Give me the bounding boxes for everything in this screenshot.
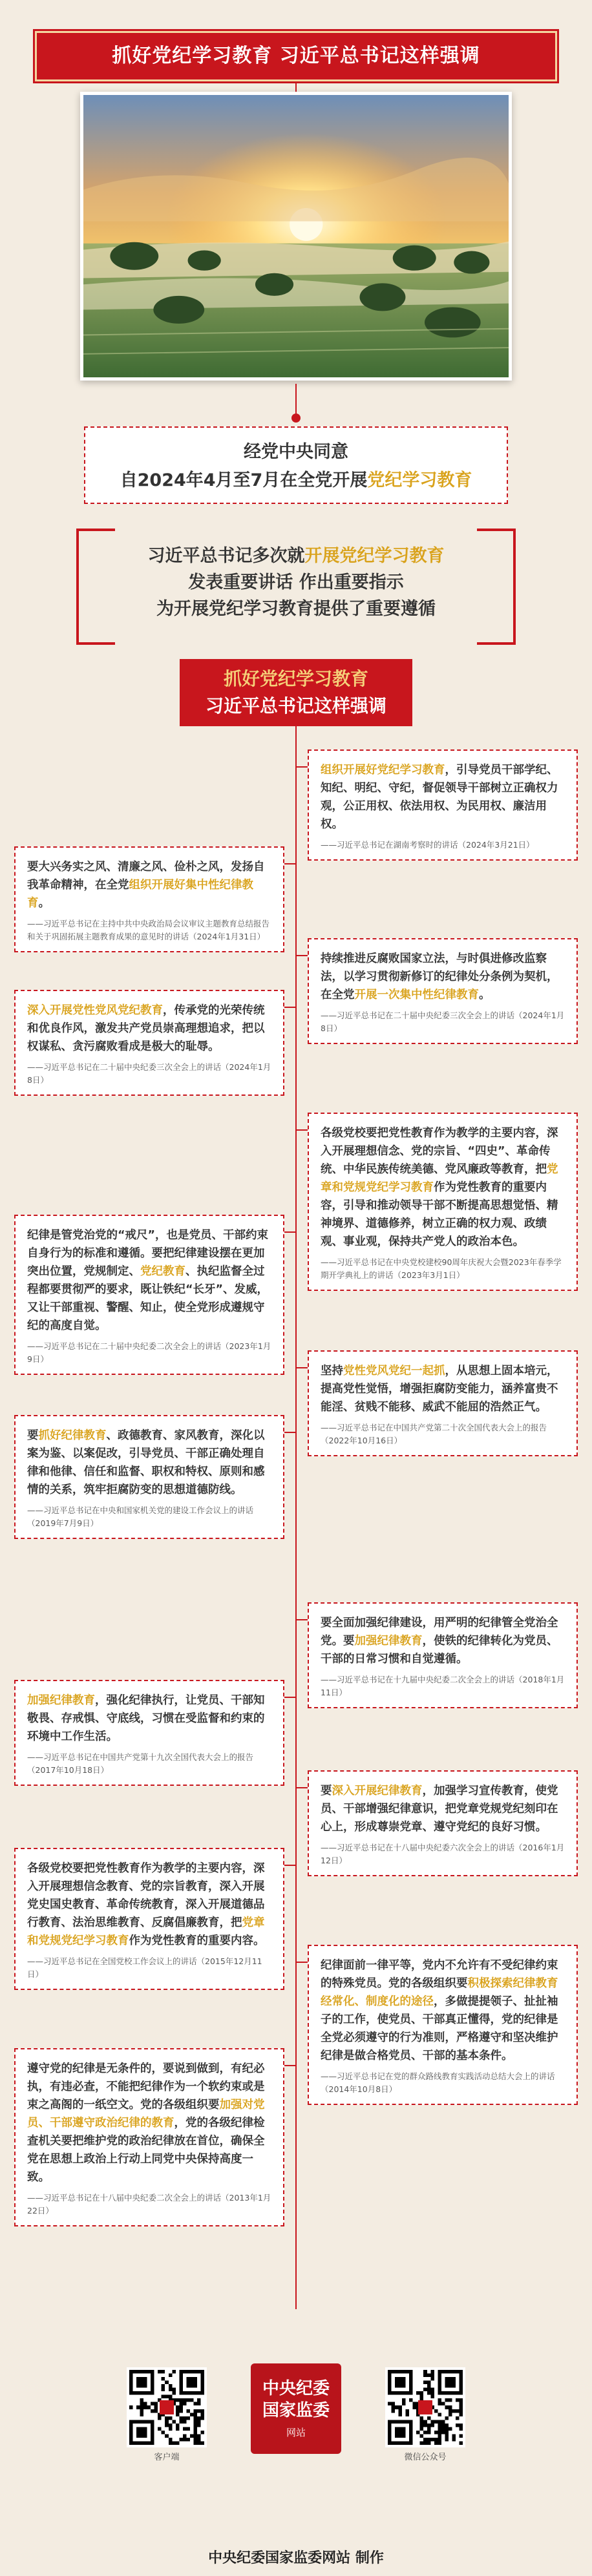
card-text: ，党的各级纪律检查机关要把维护党的政治纪律放在首位，确保全党在思想上政治上行动上同党中央保持高度一致。	[27, 2117, 265, 2184]
card-highlight: 组织开展好党纪学习教育	[321, 764, 445, 777]
card-text: ，从思想上固本培元，提高党性觉悟，增强拒腐防变能力，涵养富贵不能淫、贫贱不能移、威武不能屈的浩然正气。	[321, 1365, 558, 1414]
card-source: —— 习近平总书记在二十届中央纪委三次全会上的讲话（2024年1月8日）	[321, 1009, 565, 1035]
card-text: 。	[479, 989, 491, 1001]
timeline-spine	[295, 726, 297, 2309]
card-text: ，加强学习宣传教育，使党员、干部增强纪律意识，把党章党规党纪刻印在心上，形成尊崇党章、遵守党纪的良好习惯。	[321, 1785, 558, 1834]
speech-line-2: 发表重要讲话 作出重要指示	[188, 572, 404, 592]
qr-caption-wechat: 微信公众号	[404, 2453, 447, 2462]
card-connector	[296, 1367, 308, 1368]
card-highlight: 党章和党规党纪学习教育	[321, 1163, 558, 1194]
connector-dot	[291, 414, 301, 423]
card-source: —— 习近平总书记在全国党校工作会议上的讲话（2015年12月11日）	[27, 1955, 271, 1981]
page-title: 抓好党纪学习教育 习近平总书记这样强调	[35, 31, 557, 81]
card-highlight: 深入开展党性党风党纪教育	[27, 1004, 163, 1017]
logo-text-3: 网站	[286, 2427, 306, 2438]
timeline-card	[14, 1848, 284, 1990]
card-highlight: 深入开展纪律教育	[332, 1785, 423, 1797]
card-connector	[284, 2065, 296, 2066]
card-highlight: 开展一次集中性纪律教育	[354, 989, 479, 1001]
card-text: 纪律面前一律平等，党内不允许有不受纪律约束的特殊党员。党的各级组织要	[321, 1959, 558, 1990]
card-highlight: 党纪教育	[140, 1265, 185, 1278]
section-title: 抓好党纪学习教育	[223, 668, 368, 689]
timeline-card	[308, 1945, 578, 2105]
notice-box	[84, 426, 508, 504]
speech-highlight: 开展党纪学习教育	[304, 546, 445, 566]
timeline-card	[14, 1215, 284, 1375]
card-text: ，传承党的光荣传统和优良作风，激发共产党员崇高理想追求，把以权谋私、贪污腐败看成是极大的耻辱。	[27, 1004, 265, 1053]
card-text: 坚持	[321, 1365, 343, 1377]
speech-box	[76, 529, 516, 645]
card-connector	[284, 1865, 296, 1866]
card-text: ，使铁的纪律转化为党员、干部的日常习惯和自觉遵循。	[321, 1635, 558, 1666]
card-text: 遵守党的纪律是无条件的，要说到做到，有纪必执，有违必查，不能把纪律作为一个软约束或是束之高阁的一纸空文。党的各级组织要	[27, 2062, 265, 2111]
timeline-card	[308, 1602, 578, 1708]
speech-line-3: 为开展党纪学习教育提供了重要遵循	[156, 599, 436, 619]
speech-line-1	[76, 543, 516, 569]
card-highlight: 组织开展好集中性纪律教育	[27, 879, 253, 910]
card-body	[321, 1782, 565, 1836]
hero-image	[80, 92, 512, 381]
card-body	[321, 1956, 565, 2065]
logo-text-2: 国家监委	[262, 2401, 330, 2420]
footer	[0, 2339, 592, 2576]
card-highlight: 抓好纪律教育	[38, 1429, 107, 1442]
card-source: —— 习近平总书记在中央和国家机关党的建设工作会议上的讲话（2019年7月9日）	[27, 1504, 271, 1530]
card-text: 持续推进反腐败国家立法，与时俱进修改监察法，以学习贯彻新修订的纪律处分条例为契机，在全党	[321, 952, 558, 1001]
card-source: —— 习近平总书记在中国共产党第二十次全国代表大会上的报告（2022年10月16日）	[321, 1421, 565, 1447]
card-connector	[296, 1962, 308, 1963]
card-connector	[284, 1007, 296, 1008]
connector-line	[295, 384, 297, 417]
timeline-card	[308, 1113, 578, 1291]
card-connector	[284, 1697, 296, 1698]
card-body	[321, 1362, 565, 1416]
section-header	[180, 659, 412, 726]
card-source: —— 习近平总书记在中国共产党第十九次全国代表大会上的报告（2017年10月18日）	[27, 1751, 271, 1777]
card-body	[321, 1614, 565, 1668]
card-source: —— 习近平总书记在十九届中央纪委二次全会上的讲话（2018年1月11日）	[321, 1673, 565, 1699]
card-body	[27, 1226, 271, 1335]
card-text: ，强化纪律执行，让党员、干部知敬畏、存戒惧、守底线，习惯在受监督和约束的环境中工作生活。	[27, 1694, 265, 1743]
timeline-card	[14, 846, 284, 952]
qr-code-wechat[interactable]	[385, 2367, 465, 2447]
card-highlight: 加强纪律教育	[27, 1694, 95, 1707]
card-text: 要	[321, 1785, 332, 1797]
card-connector	[284, 863, 296, 864]
notice-highlight: 党纪学习教育	[367, 470, 472, 490]
bracket-right	[477, 529, 516, 645]
card-text: ，多做提提领子、扯扯袖子的工作，使党员、干部真正懂得，党的纪律是全党必须遵守的行为准则，严格遵守和坚决维护纪律是做合格党员、干部的基本条件。	[321, 1995, 558, 2062]
timeline-card	[14, 1680, 284, 1786]
logo-text-1: 中央纪委	[262, 2379, 330, 2398]
timeline-card	[308, 1350, 578, 1456]
card-text: 、执纪监督全过程都要贯彻严的要求，既让铁纪“长牙”、发威，又让干部重视、警醒、知止，使全党形成遵规守纪的高度自觉。	[27, 1265, 269, 1332]
card-source: —— 习近平总书记在十八届中央纪委二次全会上的讲话（2013年1月22日）	[27, 2192, 271, 2217]
card-body	[27, 858, 271, 912]
card-text: 各级党校要把党性教育作为教学的主要内容，深入开展理想信念教育、党的宗旨教育，深入开展党史国史教育、革命传统教育，深入开展道德品行教育、法治思维教育、反腐倡廉教育，把	[27, 1862, 265, 1929]
notice-line-1: 经党中央同意	[244, 442, 348, 462]
card-source: —— 习近平总书记在湖南考察时的讲话（2024年3月21日）	[321, 839, 565, 852]
card-source: —— 习近平总书记在党的群众路线教育实践活动总结大会上的讲话（2014年10月8日）	[321, 2070, 565, 2096]
card-body	[321, 761, 565, 833]
card-source: —— 习近平总书记在十八届中央纪委六次全会上的讲话（2016年1月12日）	[321, 1841, 565, 1867]
card-connector	[296, 955, 308, 956]
card-text: 。	[38, 897, 50, 910]
card-text: ，引导党员干部学纪、知纪、明纪、守纪，督促领导干部树立正确权力观，公正用权、依法用权、为民用权、廉洁用权。	[321, 764, 558, 831]
card-body	[27, 2060, 271, 2186]
timeline-card	[14, 2048, 284, 2226]
card-highlight: 加强纪律教育	[354, 1635, 423, 1648]
card-connector	[284, 1231, 296, 1233]
card-source: —— 习近平总书记在主持中共中央政治局会议审议主题教育总结报告和关于巩固拓展主题教育成果的意见时的讲话（2024年1月31日）	[27, 917, 271, 943]
card-highlight: 党章和党规党纪学习教育	[27, 1916, 265, 1947]
card-highlight: 加强对党员、干部遵守政治纪律的教育	[27, 2099, 265, 2130]
credit-line: 中央纪委国家监委网站 制作	[208, 2550, 384, 2566]
timeline-card	[308, 749, 578, 861]
card-connector	[284, 1432, 296, 1433]
card-text: 作为党性教育的重要内容。	[129, 1934, 265, 1947]
qr-caption-client: 客户端	[154, 2453, 180, 2462]
card-body	[321, 950, 565, 1004]
card-body	[27, 1001, 271, 1056]
card-text: 纪律是管党治党的“戒尺”，也是党员、干部约束自身行为的标准和遵循。要把纪律建设摆在更加突出位置，党规制定、	[27, 1229, 269, 1278]
card-body	[27, 1427, 271, 1499]
card-source: —— 习近平总书记在二十届中央纪委二次全会上的讲话（2023年1月9日）	[27, 1340, 271, 1366]
card-connector	[296, 1787, 308, 1788]
connector-line	[295, 83, 297, 92]
card-source: —— 习近平总书记在二十届中央纪委三次全会上的讲话（2024年1月8日）	[27, 1061, 271, 1087]
card-body	[27, 1859, 271, 1950]
notice-text: 自2024年4月至7月在全党开展	[120, 470, 368, 490]
card-body	[321, 1124, 565, 1251]
timeline-card	[14, 1415, 284, 1539]
card-body	[27, 1691, 271, 1746]
card-text: 各级党校要把党性教育作为教学的主要内容，深入开展理想信念、党的宗旨、“四史”、革命传统、中华民族传统美德、党风廉政等教育，把	[321, 1127, 558, 1176]
card-text: 要全面加强纪律建设，用严明的纪律管全党治全党。要	[321, 1617, 558, 1648]
timeline-card	[308, 1770, 578, 1876]
timeline-card	[14, 990, 284, 1096]
card-connector	[296, 1619, 308, 1620]
section-subtitle: 习近平总书记这样强调	[205, 695, 386, 717]
card-source: —— 习近平总书记在中央党校建校90周年庆祝大会暨2023年春季学期开学典礼上的讲话（2023年3月1日）	[321, 1256, 565, 1282]
card-connector	[296, 1129, 308, 1131]
speech-text: 习近平总书记多次就	[147, 546, 305, 566]
card-text: 要	[27, 1429, 39, 1442]
card-text: 作为党性教育的重要内容，引导和推动领导干部不断提高思想觉悟、精神境界、道德修养，树立正确的权力观、政绩观、事业观，保持共产党人的政治本色。	[321, 1181, 558, 1248]
card-connector	[296, 766, 308, 768]
card-highlight: 积极探索纪律教育经常化、制度化的途径	[321, 1977, 558, 2008]
ccdi-logo	[251, 2363, 341, 2454]
notice-line-2	[85, 466, 507, 495]
card-highlight: 党性党风党纪一起抓	[343, 1365, 445, 1377]
timeline-card	[308, 938, 578, 1044]
card-text: 要大兴务实之风、清廉之风、俭朴之风，发扬自我革命精神，在全党	[27, 861, 265, 892]
bracket-left	[76, 529, 115, 645]
card-text: 、政德教育、家风教育，深化以案为鉴、以案促改，引导党员、干部正确处理自律和他律、信任和监督、职权和特权、原则和感情的关系，筑牢拒腐防变的思想道德防线。	[27, 1429, 265, 1496]
qr-code-client[interactable]	[127, 2367, 207, 2447]
